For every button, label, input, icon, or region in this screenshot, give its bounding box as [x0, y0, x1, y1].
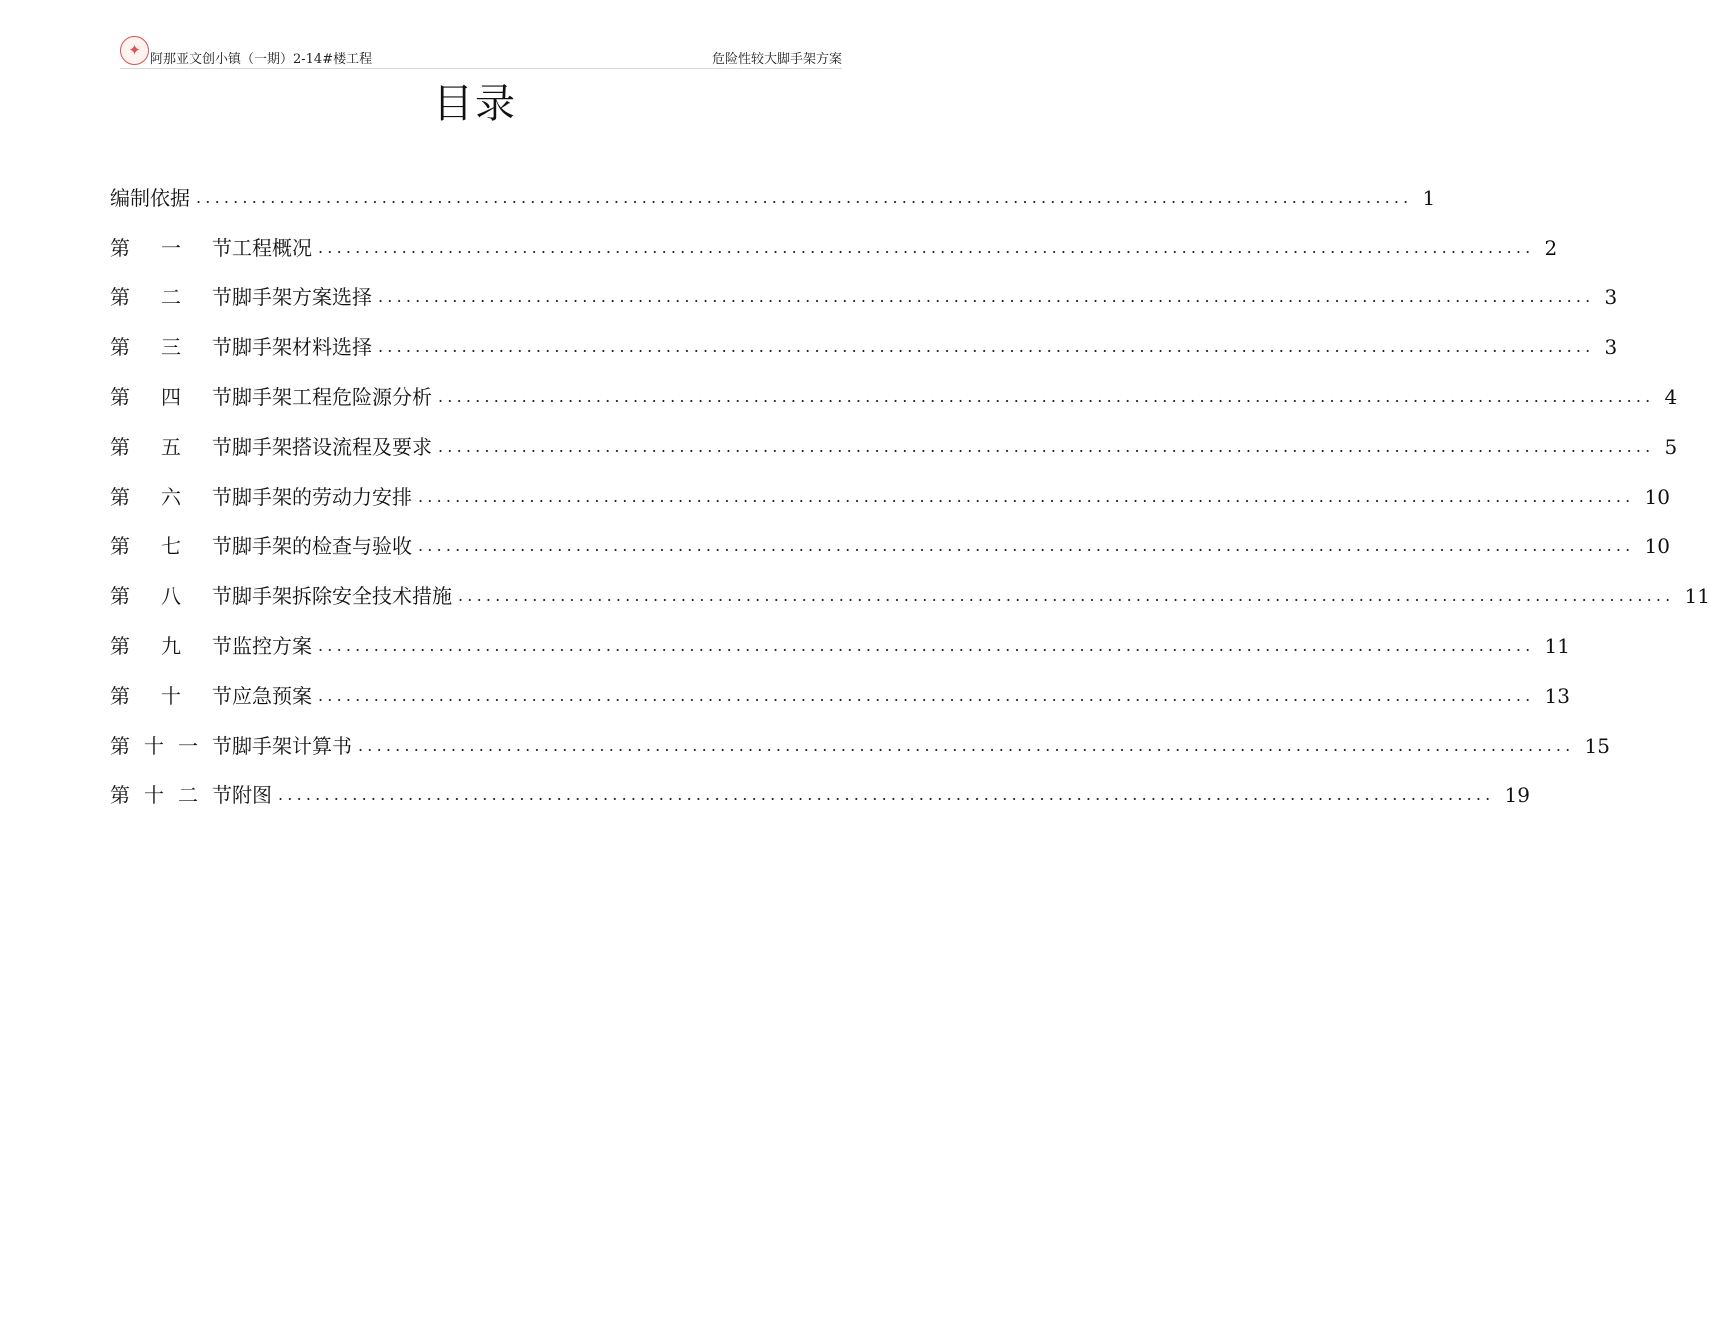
table-of-contents: [110, 165, 1710, 812]
toc-entry-title: 脚手架搭设流程及要求: [232, 434, 432, 459]
toc-section-number: 第 二 节: [110, 285, 232, 310]
toc-entry[interactable]: [110, 763, 1530, 813]
toc-entry-title: 脚手架材料选择: [232, 335, 372, 360]
toc-entry-title: 附图: [232, 783, 272, 808]
toc-entry[interactable]: [110, 663, 1570, 713]
toc-section-number: 第 三 节: [110, 335, 232, 360]
toc-leader-dots: ...................................................................................................................................: [358, 735, 1575, 755]
toc-section-number: 第 六 节: [110, 484, 232, 509]
toc-page-number: 19: [1504, 783, 1530, 808]
toc-leader-dots: ...................................................................................................................................: [418, 536, 1635, 556]
toc-section-number: 第 十 二 节: [110, 783, 232, 808]
toc-entry-title: 脚手架计算书: [232, 733, 352, 758]
toc-leader-dots: ...................................................................................................................................: [318, 237, 1535, 257]
toc-leader-dots: ...................................................................................................................................: [438, 436, 1655, 456]
toc-section-number: 第 一 节: [110, 235, 232, 260]
toc-section-number: 第 九 节: [110, 633, 232, 658]
toc-section-number: 第 七 节: [110, 534, 232, 559]
toc-entry-title: 脚手架的检查与验收: [232, 534, 412, 559]
toc-entry[interactable]: [110, 414, 1678, 464]
header-document-name: 危险性较大脚手架方案: [711, 52, 842, 67]
toc-leader-dots: ...................................................................................................................................: [278, 785, 1495, 805]
toc-entry[interactable]: [110, 314, 1618, 364]
logo-glyph: ✦: [128, 41, 141, 59]
toc-entry-title: 脚手架的劳动力安排: [232, 484, 412, 509]
toc-entry-title: 脚手架方案选择: [232, 285, 372, 310]
toc-page-number: 3: [1604, 285, 1618, 310]
toc-section-number: 第 五 节: [110, 434, 232, 459]
toc-entry[interactable]: [110, 215, 1558, 265]
header-project-name: 阿那亚文创小镇（一期）2-14#楼工程: [150, 52, 373, 67]
toc-entry[interactable]: [110, 464, 1670, 514]
toc-entry[interactable]: [110, 613, 1570, 663]
toc-page-number: 10: [1644, 484, 1670, 509]
toc-title: 目录: [433, 81, 517, 127]
toc-entry-title: 脚手架拆除安全技术措施: [232, 584, 452, 609]
toc-entry[interactable]: [110, 563, 1710, 613]
toc-entry[interactable]: [110, 165, 1436, 215]
toc-leader-dots: ...................................................................................................................................: [438, 386, 1655, 406]
toc-page-number: 11: [1544, 633, 1570, 658]
toc-page-number: 4: [1664, 384, 1678, 409]
toc-page-number: 15: [1584, 733, 1610, 758]
toc-page-number: 11: [1684, 584, 1710, 609]
toc-entry-title: 监控方案: [232, 633, 312, 658]
toc-entry-title: 脚手架工程危险源分析: [232, 384, 432, 409]
toc-section-number: 第 十 一 节: [110, 733, 232, 758]
toc-leader-dots: ...................................................................................................................................: [196, 187, 1413, 207]
page-header: [120, 36, 842, 69]
toc-entry[interactable]: [110, 713, 1610, 763]
toc-page-number: 2: [1544, 235, 1558, 260]
toc-entry-title: 工程概况: [232, 235, 312, 260]
toc-page-number: 10: [1644, 534, 1670, 559]
toc-section-number: 第 八 节: [110, 584, 232, 609]
toc-page-number: 1: [1422, 185, 1436, 210]
toc-section-number: 第 四 节: [110, 384, 232, 409]
toc-entry[interactable]: [110, 265, 1618, 315]
toc-page-number: 5: [1664, 434, 1678, 459]
toc-leader-dots: ...................................................................................................................................: [418, 486, 1635, 506]
toc-leader-dots: ...................................................................................................................................: [378, 337, 1595, 357]
company-logo-icon: [120, 36, 149, 65]
toc-entry[interactable]: [110, 514, 1670, 564]
toc-leader-dots: ...................................................................................................................................: [378, 287, 1595, 307]
toc-leader-dots: ...................................................................................................................................: [458, 586, 1675, 606]
toc-entry[interactable]: [110, 364, 1678, 414]
toc-leader-dots: ...................................................................................................................................: [318, 685, 1535, 705]
toc-page-number: 3: [1604, 335, 1618, 360]
toc-section-number: 第 十 节: [110, 683, 232, 708]
toc-entry-title: 应急预案: [232, 683, 312, 708]
toc-page-number: 13: [1544, 683, 1570, 708]
toc-entry-title: 编制依据: [110, 185, 190, 210]
toc-leader-dots: ...................................................................................................................................: [318, 635, 1535, 655]
